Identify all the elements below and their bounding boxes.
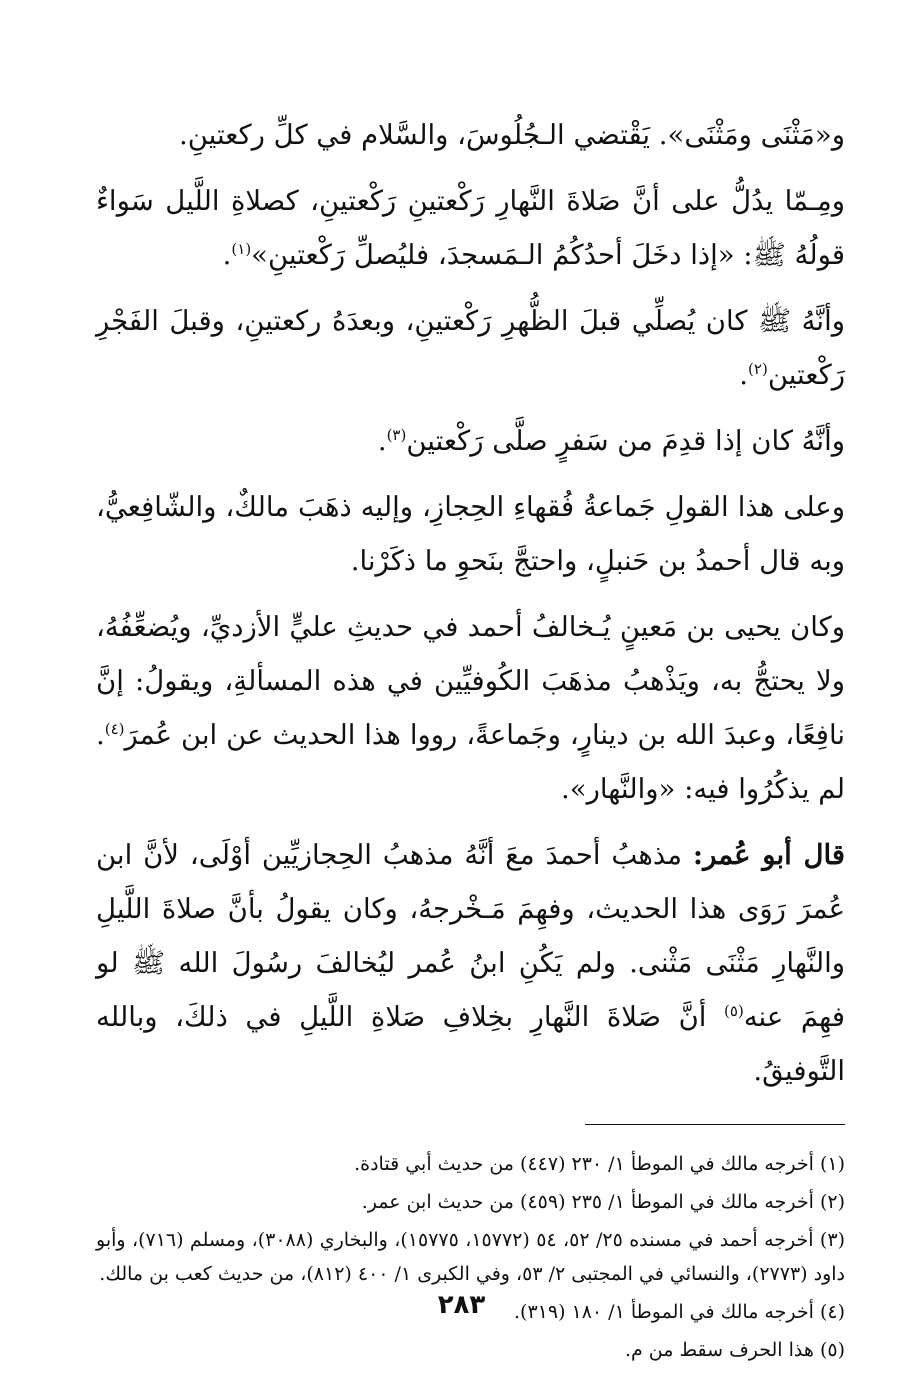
- paragraph-text: و«مَثْنَى ومَثْنَى». يَقْتضي الـجُلُوسَ، والسَّلام في كلِّ ركعتينِ.: [178, 119, 845, 151]
- main-text: [96, 108, 845, 1098]
- footnote-1: [96, 1147, 845, 1181]
- footnote-divider: [585, 1124, 845, 1125]
- paragraph-text: وأنَّهُ كان إذا قدِمَ من سَفرٍ صلَّى رَكْعتين: [406, 425, 845, 457]
- footnote-3: [96, 1223, 845, 1291]
- footnote-text: هذا الحرف سقط من م.: [624, 1339, 814, 1361]
- footnote-number: (٥): [819, 1339, 845, 1361]
- paragraph-2: [96, 174, 845, 282]
- paragraph-tail: .: [739, 359, 749, 391]
- footnote-text: أخرجه مالك في الموطأ ١/ ٢٣٠ (٤٤٧) من حديث أبي قتادة.: [354, 1153, 814, 1175]
- footnote-text: أخرجه مالك في الموطأ ١/ ٢٣٥ (٤٥٩) من حديث ابن عمر.: [361, 1191, 814, 1213]
- footnote-5: [96, 1333, 845, 1367]
- paragraph-tail: أنَّ صَلاةَ النَّهارِ بخِلافِ صَلاةِ اللَّيلِ في ذلكَ، وبالله التَّوفيقُ.: [96, 1001, 845, 1087]
- footnote-ref: (١): [231, 239, 252, 258]
- footnote-ref: (٤): [104, 719, 125, 738]
- speaker-lead: قال أبو عُمر:: [692, 839, 845, 871]
- paragraph-tail: . لم يذكُرُوا فيه: «والنَّهار».: [96, 719, 845, 805]
- footnote-ref: (٥): [724, 1001, 744, 1020]
- page-number: ٢٨٣: [437, 1290, 486, 1320]
- paragraph-1: [96, 108, 845, 162]
- footnotes: [96, 1147, 845, 1367]
- paragraph-tail: .: [222, 239, 232, 271]
- paragraph-3: [96, 294, 845, 402]
- footnote-number: (٣): [819, 1229, 845, 1251]
- paragraph-text: مذهبُ أحمدَ معَ أنَّهُ مذهبُ الحِجازيِّين أوْلَى، لأنَّ ابن عُمرَ رَوَى هذا الحديث، وفهِمَ مَـخْرجهُ، وكان يقولُ بأنَّ صلاةَ اللَّيلِ والنَّهارِ مَثْنَى مَثْنى. ولم يَكُنِ ابنُ عُمر ليُخالفَ رسُولَ الله ﷺ لو فهِمَ عنه: [96, 839, 845, 1033]
- footnote-text: أخرجه مالك في الموطأ ١/ ١٨٠ (٣١٩).: [513, 1301, 814, 1323]
- paragraph-text: ومِـمّا يدُلُّ على أنَّ صَلاةَ النَّهارِ رَكْعتينِ رَكْعتينِ، كصلاةِ اللَّيل سَواءٌ قولُهُ ﷺ: «إذا دخَلَ أحدُكُمُ الـمَسجدَ، فليُصلِّ رَكْعتينِ»: [96, 185, 845, 271]
- footnote-ref: (٢): [748, 359, 768, 378]
- paragraph-6: [96, 600, 845, 816]
- footnote-number: (٤): [819, 1301, 845, 1323]
- paragraph-tail: .: [377, 425, 387, 457]
- footnote-text: أخرجه أحمد في مسنده ٢٥/ ٥٢، ٥٤ (١٥٧٧٢، ١٥٧٧٥)، والبخاري (٣٠٨٨)، ومسلم (٧١٦)، وأبو داود (٢٧٧٣)، والنسائي في المجتبى ٢/ ٥٣، وفي الكبرى ١/ ٤٠٠ (٨١٢)، من حديث كعب بن مالك.: [96, 1229, 845, 1285]
- footnote-number: (١): [819, 1153, 845, 1175]
- paragraph-text: وعلى هذا القولِ جَماعةُ فُقهاءِ الحِجازِ، وإليه ذهَبَ مالكٌ، والشّافِعيُّ، وبه قال أحمدُ بن حَنبلٍ، واحتجَّ بنَحوِ ما ذكَرْنا.: [96, 491, 845, 577]
- paragraph-5: [96, 480, 845, 588]
- footnote-2: [96, 1185, 845, 1219]
- paragraph-4: [96, 414, 845, 468]
- paragraph-text: وكان يحيى بن مَعينٍ يُـخالفُ أحمد في حديثِ عليٍّ الأزديِّ، ويُضعِّفُهُ، ولا يحتجُّ به، ويَذْهبُ مذهَبَ الكُوفيِّين في هذه المسألةِ، ويقولُ: إنَّ نافِعًا، وعبدَ الله بن دينارٍ، وجَماعةً، رووا هذا الحديث عن ابن عُمرَ: [96, 611, 845, 751]
- paragraph-7: [96, 828, 845, 1098]
- footnote-ref: (٣): [386, 425, 407, 444]
- footnote-number: (٢): [819, 1191, 845, 1213]
- paragraph-text: وأنَّهُ ﷺ كان يُصلِّي قبلَ الظُّهرِ رَكْعتينِ، وبعدَهُ ركعتينِ، وقبلَ الفَجْرِ رَكْعتين: [96, 305, 845, 391]
